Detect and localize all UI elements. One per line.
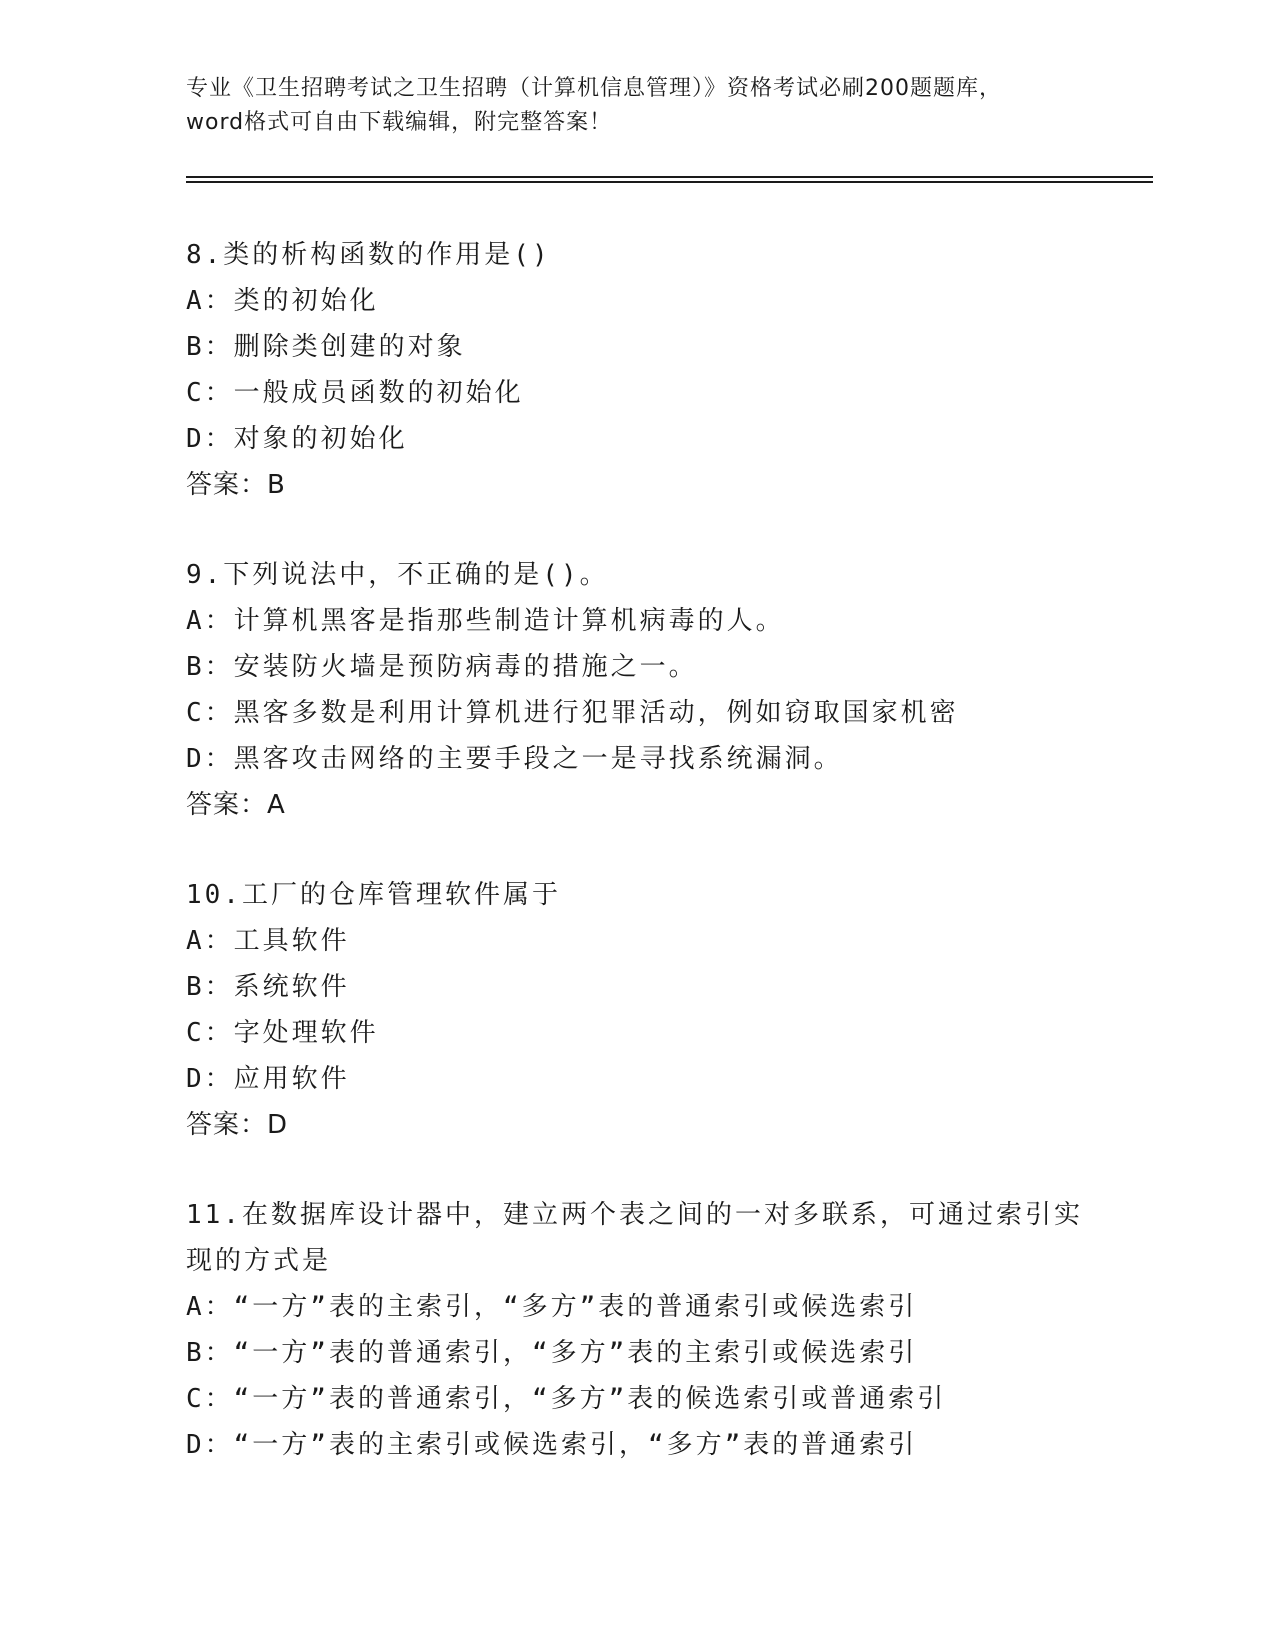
question-stem: 8.类的析构函数的作用是() [186, 240, 551, 270]
question-stem-continued: 现的方式是 [186, 1246, 332, 1276]
question-stem: 10.工厂的仓库管理软件属于 [186, 880, 561, 910]
question-8 [186, 232, 1086, 508]
option-b: B：“一方”表的普通索引，“多方”表的主索引或候选索引 [186, 1338, 918, 1368]
question-10 [186, 872, 1086, 1148]
option-a: A：“一方”表的主索引，“多方”表的普通索引或候选索引 [186, 1292, 918, 1322]
option-a: A：类的初始化 [186, 286, 379, 316]
option-b: B：删除类创建的对象 [186, 332, 466, 362]
header-line-1: 专业《卫生招聘考试之卫生招聘（计算机信息管理）》资格考试必刷200题题库， [186, 76, 1002, 101]
option-d: D：“一方”表的主索引或候选索引，“多方”表的普通索引 [186, 1430, 918, 1460]
question-stem: 11.在数据库设计器中，建立两个表之间的一对多联系，可通过索引实 [186, 1200, 1083, 1230]
answer-label: 答案：D [186, 1110, 289, 1140]
option-d: D：黑客攻击网络的主要手段之一是寻找系统漏洞。 [186, 744, 843, 774]
header-divider-top [186, 176, 1153, 178]
header-divider-bottom [186, 181, 1153, 183]
header-line-2: word格式可自由下载编辑，附完整答案！ [186, 110, 613, 135]
question-11 [186, 1192, 1086, 1468]
option-d: D：应用软件 [186, 1064, 350, 1094]
question-stem: 9.下列说法中，不正确的是()。 [186, 560, 609, 590]
option-c: C：“一方”表的普通索引，“多方”表的候选索引或普通索引 [186, 1384, 947, 1414]
option-d: D：对象的初始化 [186, 424, 408, 454]
option-a: A：计算机黑客是指那些制造计算机病毒的人。 [186, 606, 785, 636]
answer-label: 答案：B [186, 470, 286, 500]
option-b: B：安装防火墙是预防病毒的措施之一。 [186, 652, 698, 682]
option-c: C：黑客多数是利用计算机进行犯罪活动，例如窃取国家机密 [186, 698, 959, 728]
option-c: C：字处理软件 [186, 1018, 379, 1048]
option-b: B：系统软件 [186, 972, 350, 1002]
option-a: A：工具软件 [186, 926, 350, 956]
option-c: C：一般成员函数的初始化 [186, 378, 524, 408]
document-header [186, 72, 1076, 140]
answer-label: 答案：A [186, 790, 286, 820]
question-9 [186, 552, 1086, 828]
